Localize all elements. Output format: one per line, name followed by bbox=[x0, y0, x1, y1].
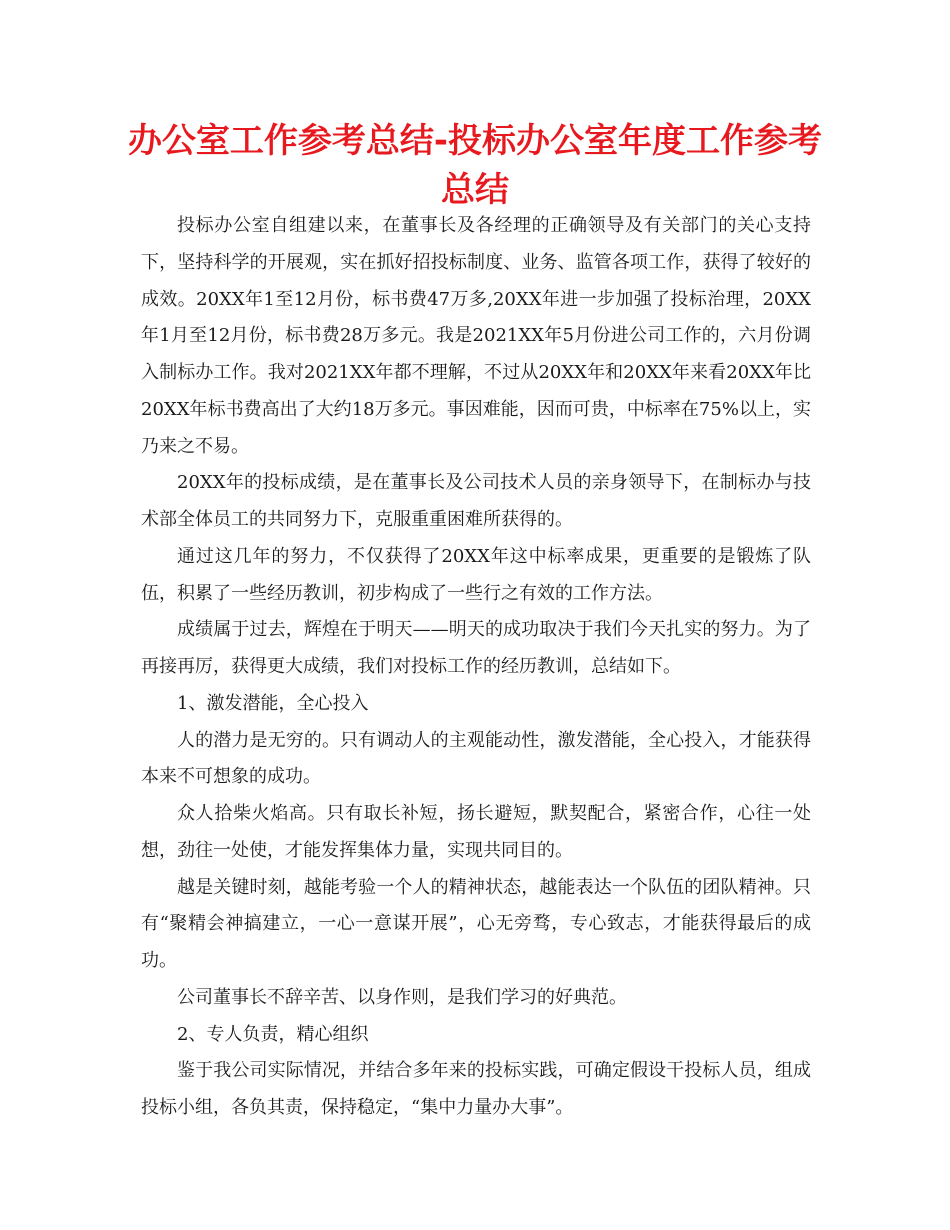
paragraph: 投标办公室自组建以来，在董事长及各经理的正确领导及有关部门的关心支持下，坚持科学的开展观，实在抓好招投标制度、业务、监管各项工作，获得了较好的成效。20XX年1至12月份，标书费47万多,20XX年进一步加强了投标治理，20XX年1月至12月份，标书费28万多元。我是2021XX年5月份进公司工作的，六月份调入制标办工作。我对2021XX年都不理解，不过从20XX年和20XX年来看20XX年比20XX年标书费高出了大约18万多元。事因难能，因而可贵，中标率在75%以上，实乃来之不易。 bbox=[141, 215, 811, 457]
paragraph: 众人拾柴火焰高。只有取长补短，扬长避短，默契配合，紧密合作，心往一处想，劲往一处使，才能发挥集体力量，实现共同目的。 bbox=[141, 803, 811, 861]
paragraph: 公司董事长不辞辛苦、以身作则，是我们学习的好典范。 bbox=[177, 986, 627, 1008]
paragraph: 人的潜力是无穷的。只有调动人的主观能动性，激发潜能，全心投入，才能获得本来不可想象的成功。 bbox=[141, 729, 811, 788]
paragraph: 通过这几年的努力，不仅获得了20XX年这中标率成果，更重要的是锻炼了队伍，积累了一些经历教训，初步构成了一些行之有效的工作方法。 bbox=[141, 545, 811, 604]
paragraph: 成绩属于过去，辉煌在于明天——明天的成功取决于我们今天扎实的努力。为了再接再厉，获得更大成绩，我们对投标工作的经历教训，总结如下。 bbox=[141, 619, 811, 677]
section-heading: 2、专人负责，精心组织 bbox=[177, 1023, 369, 1045]
paragraph: 越是关键时刻，越能考验一个人的精神状态，越能表达一个队伍的团队精神。只有“聚精会神搞建立，一心一意谋开展”，心无旁骛，专心致志，才能获得最后的成功。 bbox=[141, 876, 811, 971]
paragraph: 鉴于我公司实际情况，并结合多年来的投标实践，可确定假设干投标人员，组成投标小组，各负其责，保持稳定，“集中力量办大事”。 bbox=[141, 1060, 811, 1118]
section-heading: 1、激发潜能，全心投入 bbox=[177, 692, 369, 714]
document-body bbox=[141, 208, 811, 1127]
paragraph: 20XX年的投标成绩，是在董事长及公司技术人员的亲身领导下，在制标办与技术部全体员工的共同努力下，克服重重困难所获得的。 bbox=[141, 472, 811, 530]
document-title: 办公室工作参考总结-投标办公室年度工作参考总结 bbox=[127, 121, 823, 210]
